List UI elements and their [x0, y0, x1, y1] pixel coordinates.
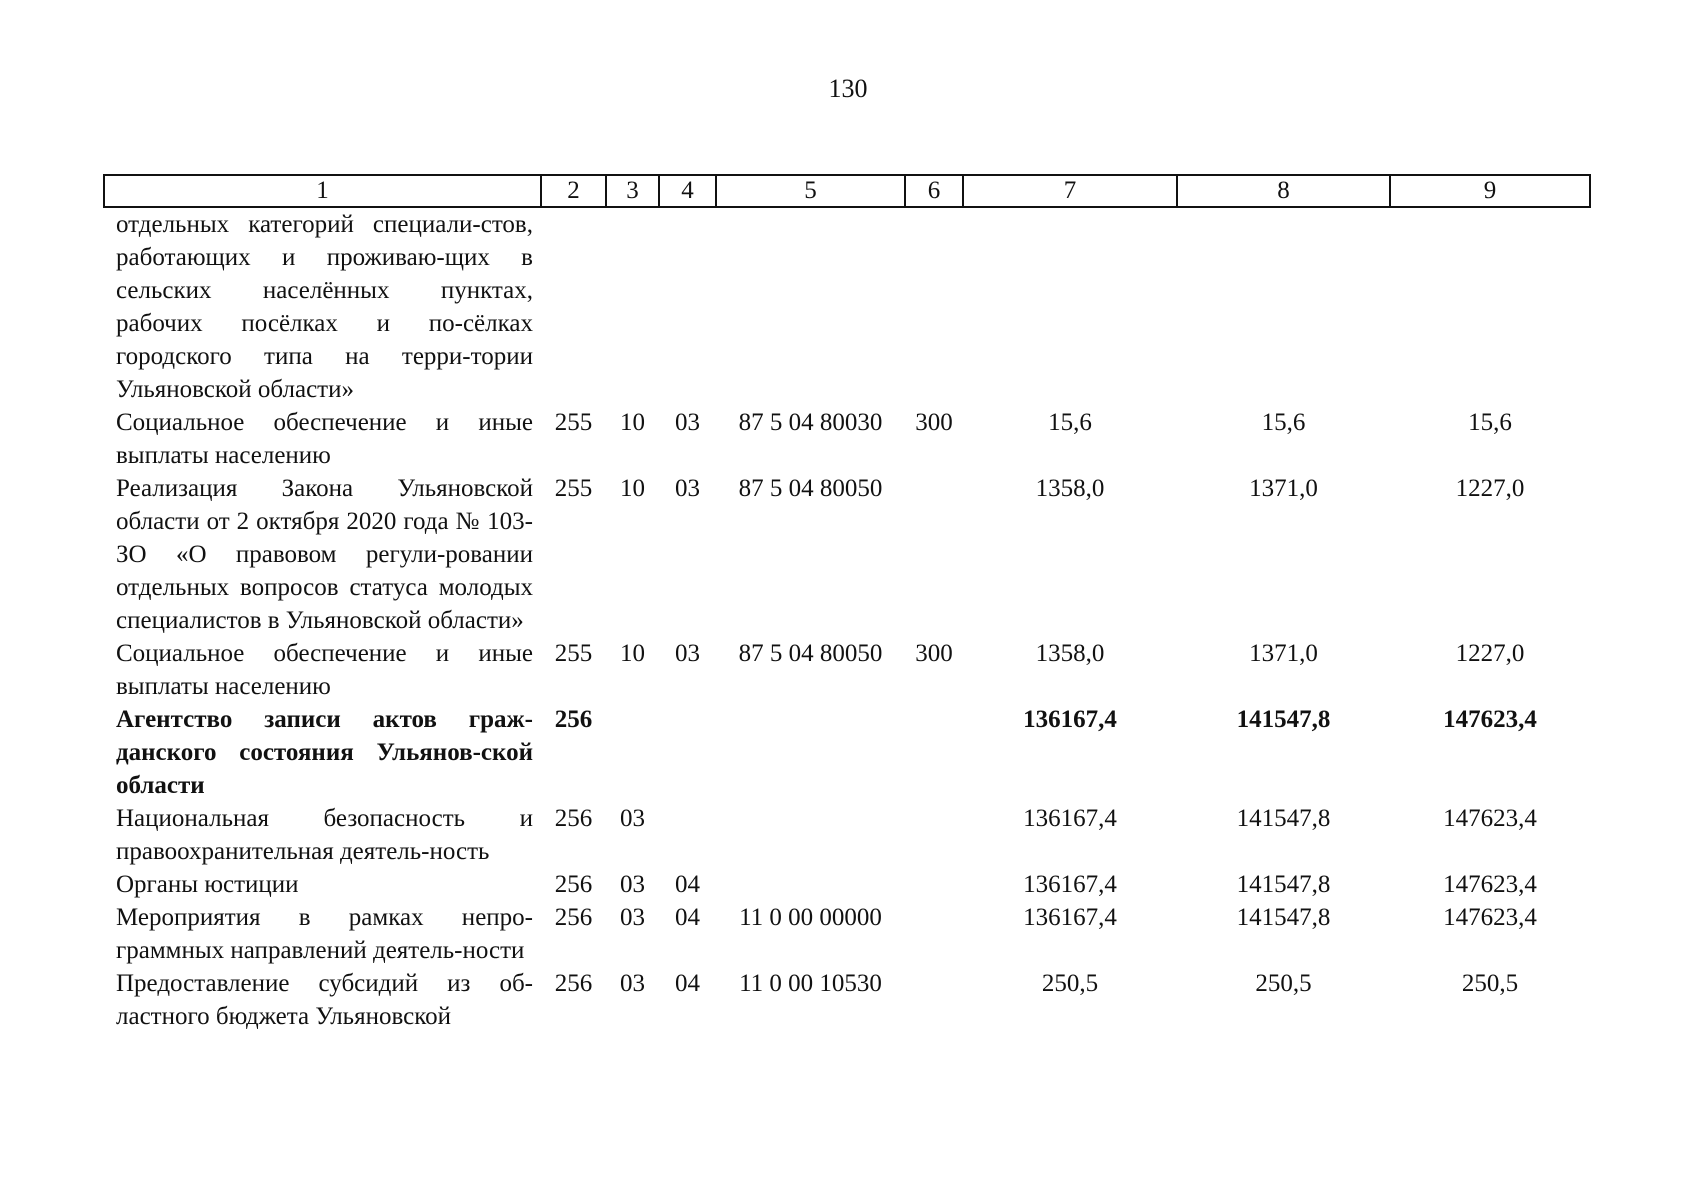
table-row: [104, 868, 1590, 901]
amount-cell: 250,5: [1255, 970, 1312, 997]
row-name-cell: Национальная безопасность и правоохранительная деятель-ность: [116, 805, 533, 865]
code-cell: 10: [620, 475, 645, 502]
amount-cell: 1371,0: [1249, 640, 1318, 667]
amount-cell: 141547,8: [1236, 904, 1331, 931]
amount-cell: 141547,8: [1236, 871, 1331, 898]
column-header: 3: [606, 175, 659, 207]
code-cell: 256: [554, 970, 593, 997]
code-cell: [905, 868, 963, 901]
code-cell: 256: [554, 871, 593, 898]
code-cell: 87 5 04 80050: [738, 640, 883, 667]
amount-cell: 15,6: [1048, 409, 1092, 436]
table-row: [104, 406, 1590, 472]
amount-cell: 250,5: [1041, 970, 1099, 997]
code-cell: 03: [620, 970, 645, 997]
row-name-cell: Социальное обеспечение и иные выплаты населению: [116, 409, 533, 469]
amount-cell: 136167,4: [1023, 871, 1117, 898]
code-cell: 256: [554, 904, 593, 931]
table-row: [104, 703, 1590, 802]
row-name-cell: Мероприятия в рамках непро-граммных направлений деятель-ности: [116, 904, 533, 964]
amount-cell: 147623,4: [1443, 871, 1537, 898]
column-header: 7: [963, 175, 1177, 207]
table-row: [104, 207, 1590, 406]
row-name-cell: Предоставление субсидий из об-ластного бюджета Ульяновской: [116, 970, 533, 1030]
column-header: 6: [905, 175, 963, 207]
code-cell: [659, 207, 716, 406]
code-cell: 255: [554, 475, 593, 502]
code-cell: [905, 703, 963, 802]
amount-cell: [1177, 207, 1390, 406]
code-cell: 04: [675, 904, 700, 931]
table-row: [104, 967, 1590, 1033]
code-cell: 256: [554, 805, 593, 832]
code-cell: 256: [554, 706, 593, 733]
code-cell: [905, 207, 963, 406]
code-cell: 11 0 00 10530: [739, 970, 882, 997]
code-cell: [716, 207, 905, 406]
code-cell: 03: [620, 805, 645, 832]
row-name-cell: Органы юстиции: [116, 871, 299, 898]
amount-cell: 15,6: [1261, 409, 1306, 436]
code-cell: 03: [675, 640, 700, 667]
code-cell: [606, 703, 659, 802]
amount-cell: 141547,8: [1236, 805, 1331, 832]
code-cell: [905, 901, 963, 967]
code-cell: [606, 207, 659, 406]
amount-cell: 136167,4: [1023, 706, 1117, 733]
amount-cell: [1390, 207, 1590, 406]
table-header-row: [104, 175, 1590, 207]
code-cell: 03: [620, 904, 645, 931]
code-cell: 255: [554, 409, 593, 436]
amount-cell: 1371,0: [1249, 475, 1318, 502]
budget-table: [103, 174, 1591, 1033]
code-cell: 04: [675, 970, 700, 997]
code-cell: 87 5 04 80030: [738, 409, 883, 436]
code-cell: 255: [554, 640, 593, 667]
amount-cell: 147623,4: [1443, 706, 1537, 733]
code-cell: [716, 868, 905, 901]
code-cell: [716, 802, 905, 868]
row-name-cell: Агентство записи актов граж-данского состояния Ульянов-ской области: [116, 706, 533, 799]
amount-cell: 136167,4: [1023, 904, 1117, 931]
amount-cell: 141547,8: [1236, 706, 1331, 733]
code-cell: [716, 703, 905, 802]
code-cell: 03: [620, 871, 645, 898]
code-cell: 03: [675, 475, 700, 502]
amount-cell: 1227,0: [1455, 475, 1525, 502]
table-body: [104, 207, 1590, 1033]
table-row: [104, 637, 1590, 703]
column-header: 2: [541, 175, 606, 207]
code-cell: [905, 967, 963, 1033]
amount-cell: 1358,0: [1035, 475, 1105, 502]
code-cell: 04: [675, 871, 700, 898]
code-cell: [659, 802, 716, 868]
amount-cell: 250,5: [1461, 970, 1519, 997]
code-cell: 03: [675, 409, 700, 436]
code-cell: 87 5 04 80050: [738, 475, 883, 502]
table-row: [104, 802, 1590, 868]
table-row: [104, 472, 1590, 637]
page-number: 130: [828, 74, 868, 103]
row-name-cell: Социальное обеспечение и иные выплаты населению: [116, 640, 533, 700]
table-row: [104, 901, 1590, 967]
amount-cell: 147623,4: [1443, 904, 1537, 931]
row-name-cell: отдельных категорий специали-стов, работающих и проживаю-щих в сельских населённых пунктах, рабочих посёлках и по-сёлках городского типа на терри-тории Ульяновской области»: [116, 211, 533, 403]
column-header: 1: [104, 175, 541, 207]
code-cell: [905, 472, 963, 637]
amount-cell: 1358,0: [1035, 640, 1105, 667]
code-cell: [541, 207, 606, 406]
column-header: 8: [1177, 175, 1390, 207]
column-header: 5: [716, 175, 905, 207]
code-cell: 300: [915, 640, 953, 667]
amount-cell: 136167,4: [1023, 805, 1117, 832]
column-header: 4: [659, 175, 716, 207]
amount-cell: 147623,4: [1443, 805, 1537, 832]
code-cell: 300: [915, 409, 953, 436]
amount-cell: 15,6: [1468, 409, 1512, 436]
code-cell: 10: [620, 640, 645, 667]
amount-cell: 1227,0: [1455, 640, 1525, 667]
code-cell: 10: [620, 409, 645, 436]
code-cell: [659, 703, 716, 802]
row-name-cell: Реализация Закона Ульяновской области от 2 октября 2020 года № 103-ЗО «О правовом регули-ровании отдельных вопросов статуса молодых специалистов в Ульяновской области»: [116, 475, 533, 634]
amount-cell: [963, 207, 1177, 406]
code-cell: [905, 802, 963, 868]
column-header: 9: [1390, 175, 1590, 207]
code-cell: 11 0 00 00000: [739, 904, 882, 931]
